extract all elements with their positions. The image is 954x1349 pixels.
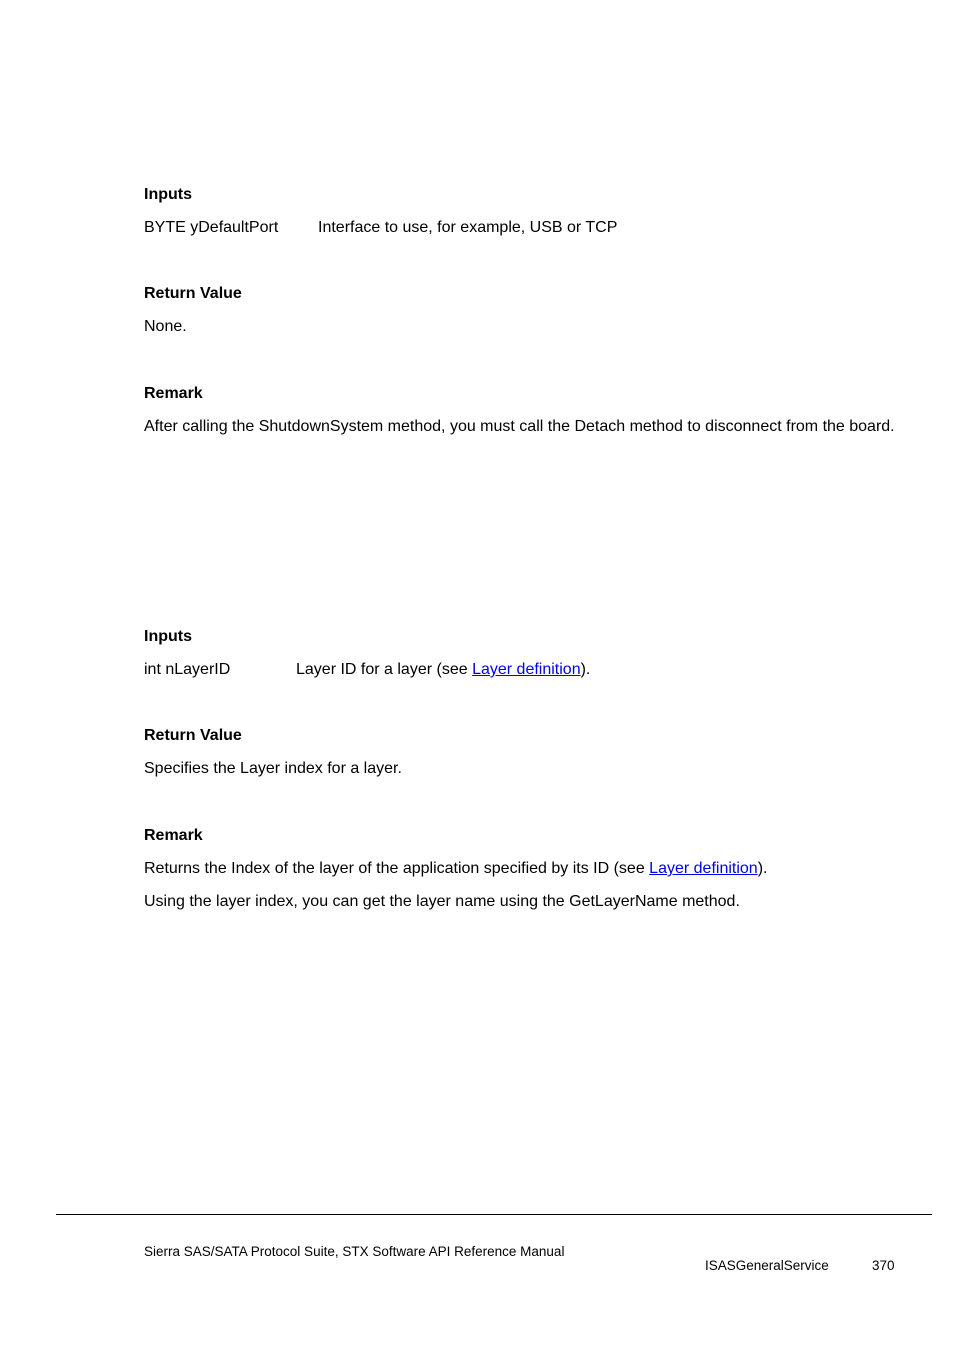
param-description	[296, 660, 590, 680]
return-value-text: None.	[144, 318, 187, 335]
remark-line-1-suffix: ).	[757, 860, 768, 877]
param-name: BYTE yDefaultPort	[144, 219, 279, 236]
remark-text: After calling the ShutdownSystem method, you must call the Detach method to disconnect from the board.	[144, 418, 895, 435]
footer-page-number: 370	[872, 1258, 895, 1273]
footer-divider	[56, 1214, 932, 1215]
layer-definition-link[interactable]: Layer definition	[649, 860, 758, 877]
remark-line-1	[144, 859, 767, 879]
return-value-text: Specifies the Layer index for a layer.	[144, 760, 402, 777]
param-description-suffix: ).	[580, 661, 591, 678]
param-name: int nLayerID	[144, 661, 231, 678]
footer-manual-title: Sierra SAS/SATA Protocol Suite, STX Software API Reference Manual	[144, 1244, 565, 1259]
footer-section-name: ISASGeneralService	[705, 1258, 829, 1273]
remark-heading: Remark	[144, 827, 203, 844]
param-description-prefix: Layer ID for a layer (see	[296, 661, 473, 678]
inputs-heading: Inputs	[144, 186, 192, 203]
remark-heading: Remark	[144, 385, 203, 402]
inputs-heading: Inputs	[144, 628, 192, 645]
layer-definition-link[interactable]: Layer definition	[472, 661, 581, 678]
return-value-heading: Return Value	[144, 727, 242, 744]
remark-line-1-prefix: Returns the Index of the layer of the application specified by its ID (see	[144, 860, 650, 877]
remark-line-2: Using the layer index, you can get the layer name using the GetLayerName method.	[144, 893, 740, 910]
return-value-heading: Return Value	[144, 285, 242, 302]
param-description: Interface to use, for example, USB or TCP	[318, 219, 618, 236]
